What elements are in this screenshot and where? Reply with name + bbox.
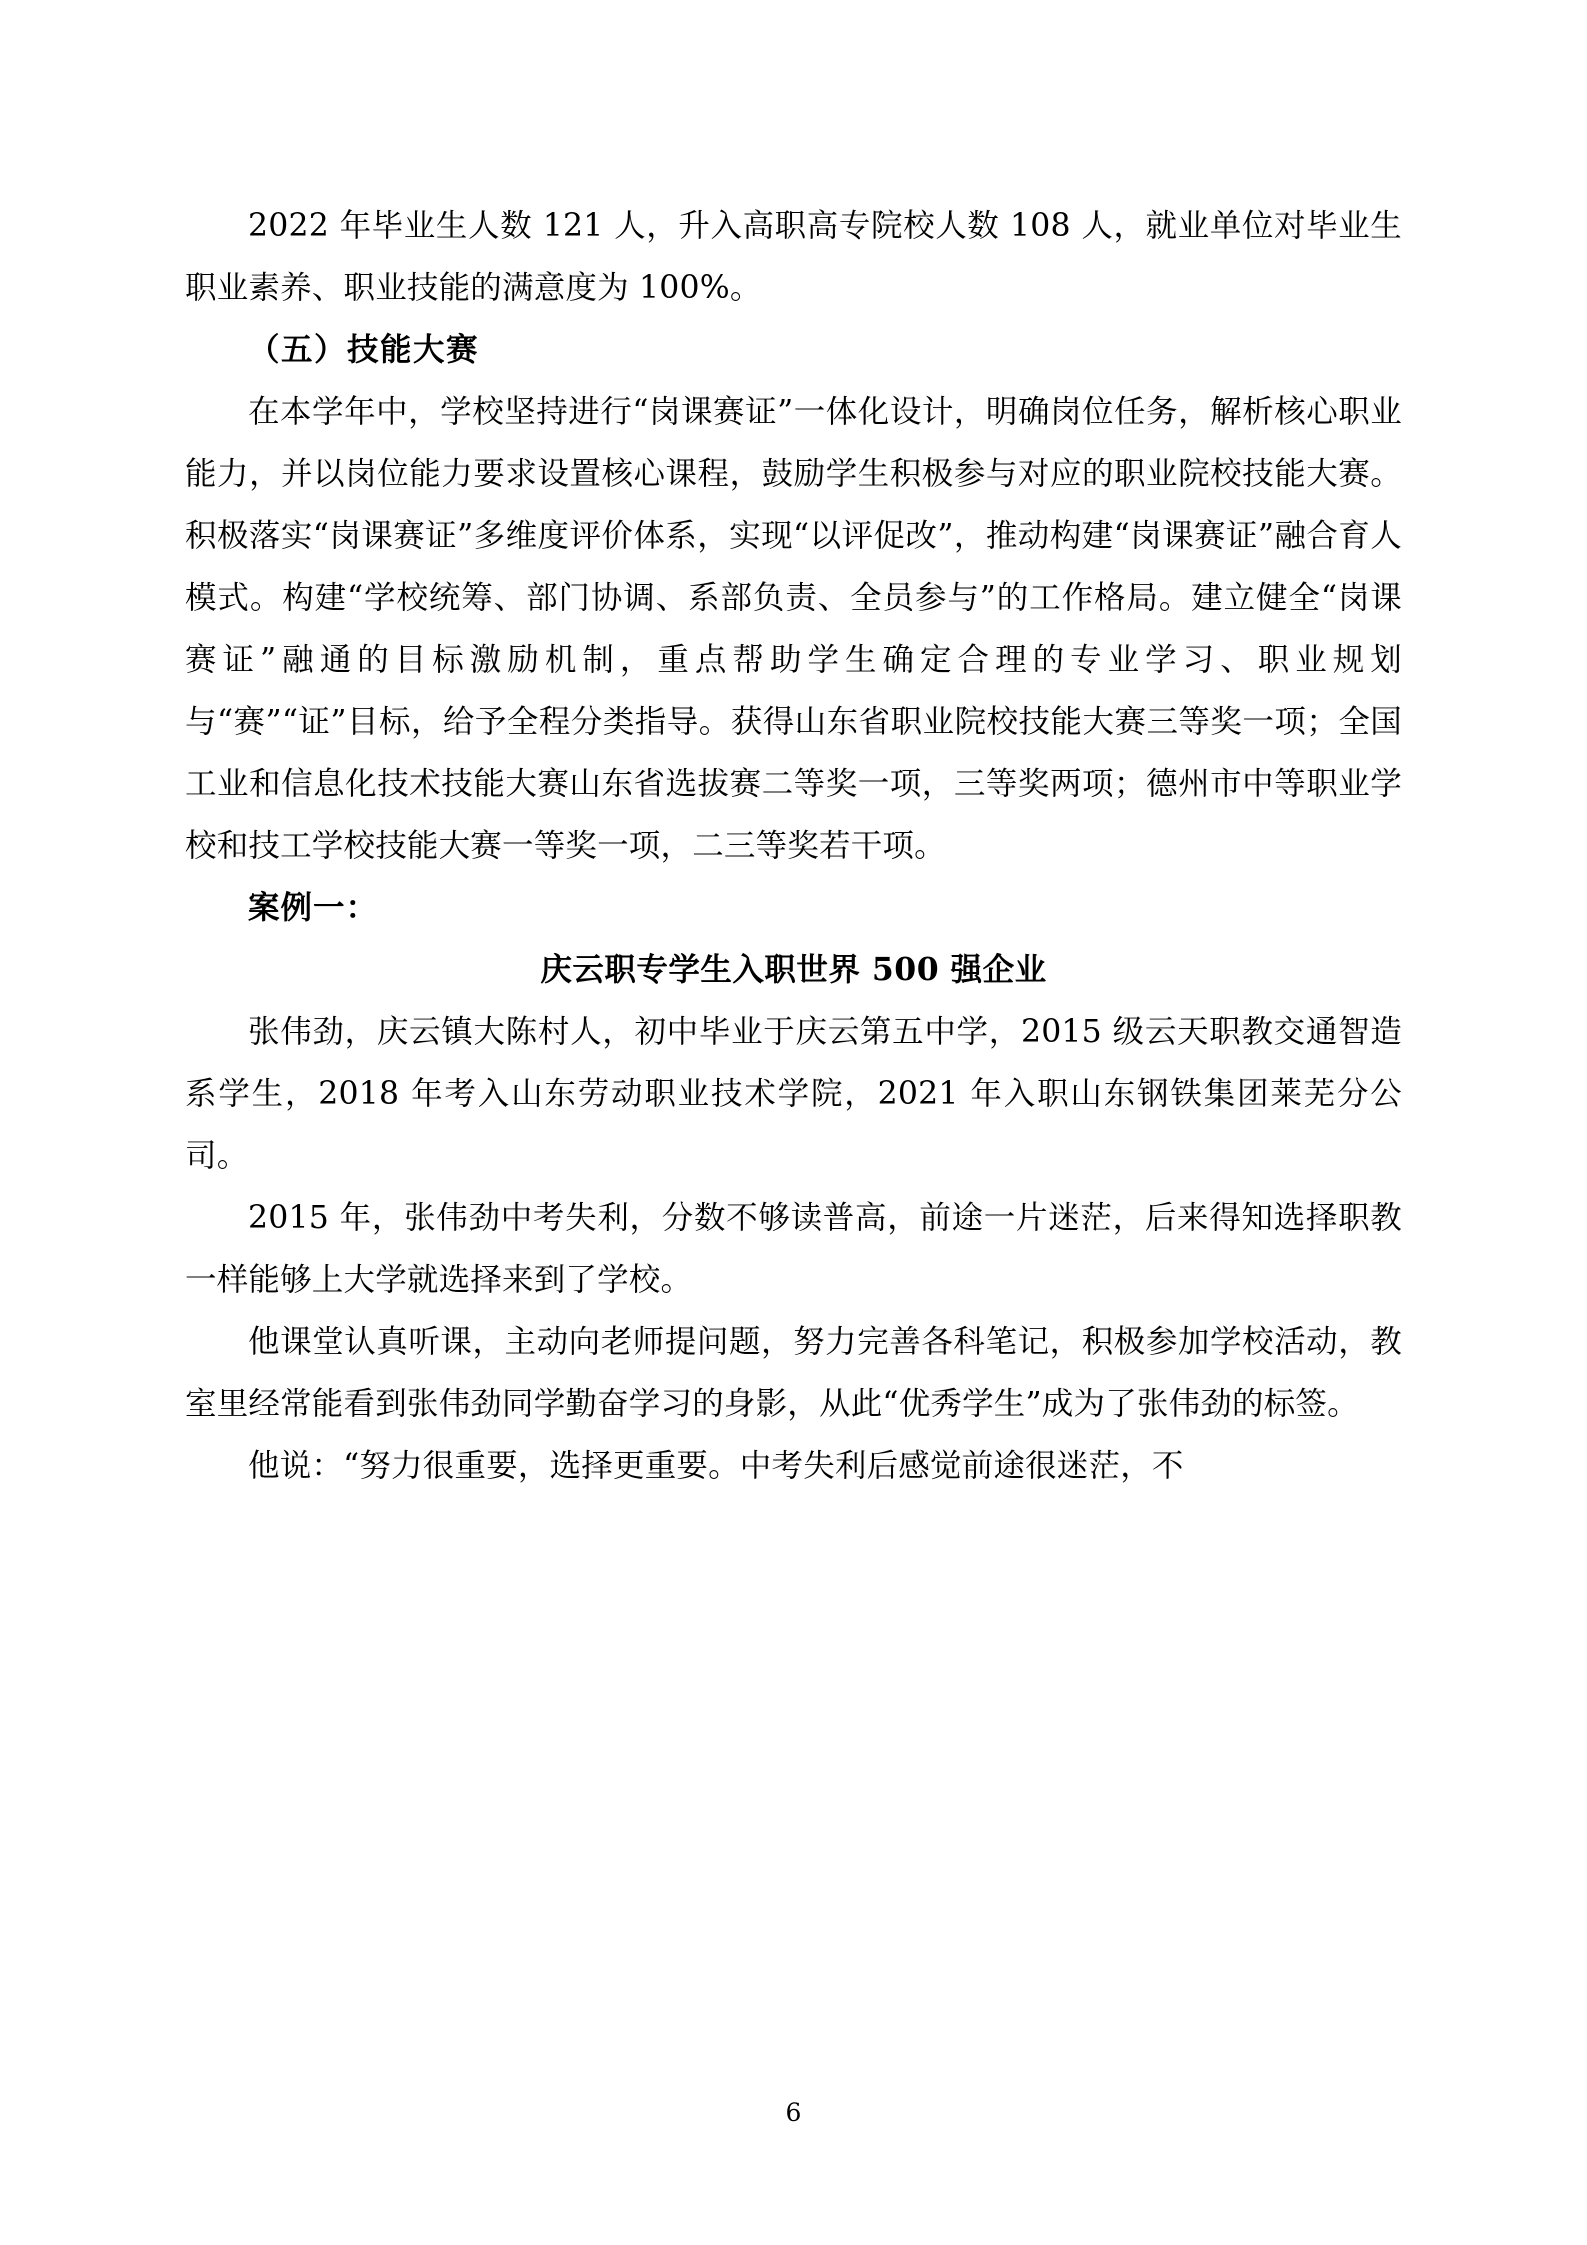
paragraph-zhang-2015: 2015 年，张伟劲中考失利，分数不够读普高，前途一片迷茫，后来得知选择职教一样能够上大学就选择来到了学校。 (185, 1200, 1402, 1298)
document-body (185, 195, 1402, 1497)
paragraph-graduates: 2022 年毕业生人数 121 人，升入高职高专院校人数 108 人，就业单位对毕业生职业素养、职业技能的满意度为 100%。 (185, 208, 1402, 306)
label-case-one: 案例一： (248, 889, 379, 926)
paragraph-competition-body: 在本学年中，学校坚持进行“岗课赛证”一体化设计，明确岗位任务，解析核心职业能力，并以岗位能力要求设置核心课程，鼓励学生积极参与对应的职业院校技能大赛。积极落实“岗课赛证”多维度评价体系，实现“以评促改”，推动构建“岗课赛证”融合育人模式。构建“学校统筹、部门协调、系部负责、全员参与”的工作格局。建立健全“岗课赛证”融通的目标激励机制，重点帮助学生确定合理的专业学习、职业规划与“赛”“证”目标，给予全程分类指导。获得山东省职业院校技能大赛三等奖一项；全国工业和信息化技术技能大赛山东省选拔赛二等奖一项，三等奖两项；德州市中等职业学校和技工学校技能大赛一等奖一项，二三等奖若干项。 (185, 394, 1402, 864)
paragraph-zhang-intro: 张伟劲，庆云镇大陈村人，初中毕业于庆云第五中学，2015 级云天职教交通智造系学生，2018 年考入山东劳动职业技术学院，2021 年入职山东钢铁集团莱芜分公司。 (185, 1014, 1402, 1174)
heading-skills-competition: （五）技能大赛 (248, 331, 480, 368)
page-number: 6 (785, 2098, 802, 2127)
title-case-one: 庆云职专学生入职世界 500 强企业 (540, 951, 1047, 988)
paragraph-zhang-study: 他课堂认真听课，主动向老师提问题，努力完善各科笔记，积极参加学校活动，教室里经常能看到张伟劲同学勤奋学习的身影，从此“优秀学生”成为了张伟劲的标签。 (185, 1324, 1402, 1422)
paragraph-zhang-quote: 他说：“努力很重要，选择更重要。中考失利后感觉前途很迷茫，不 (248, 1448, 1184, 1484)
